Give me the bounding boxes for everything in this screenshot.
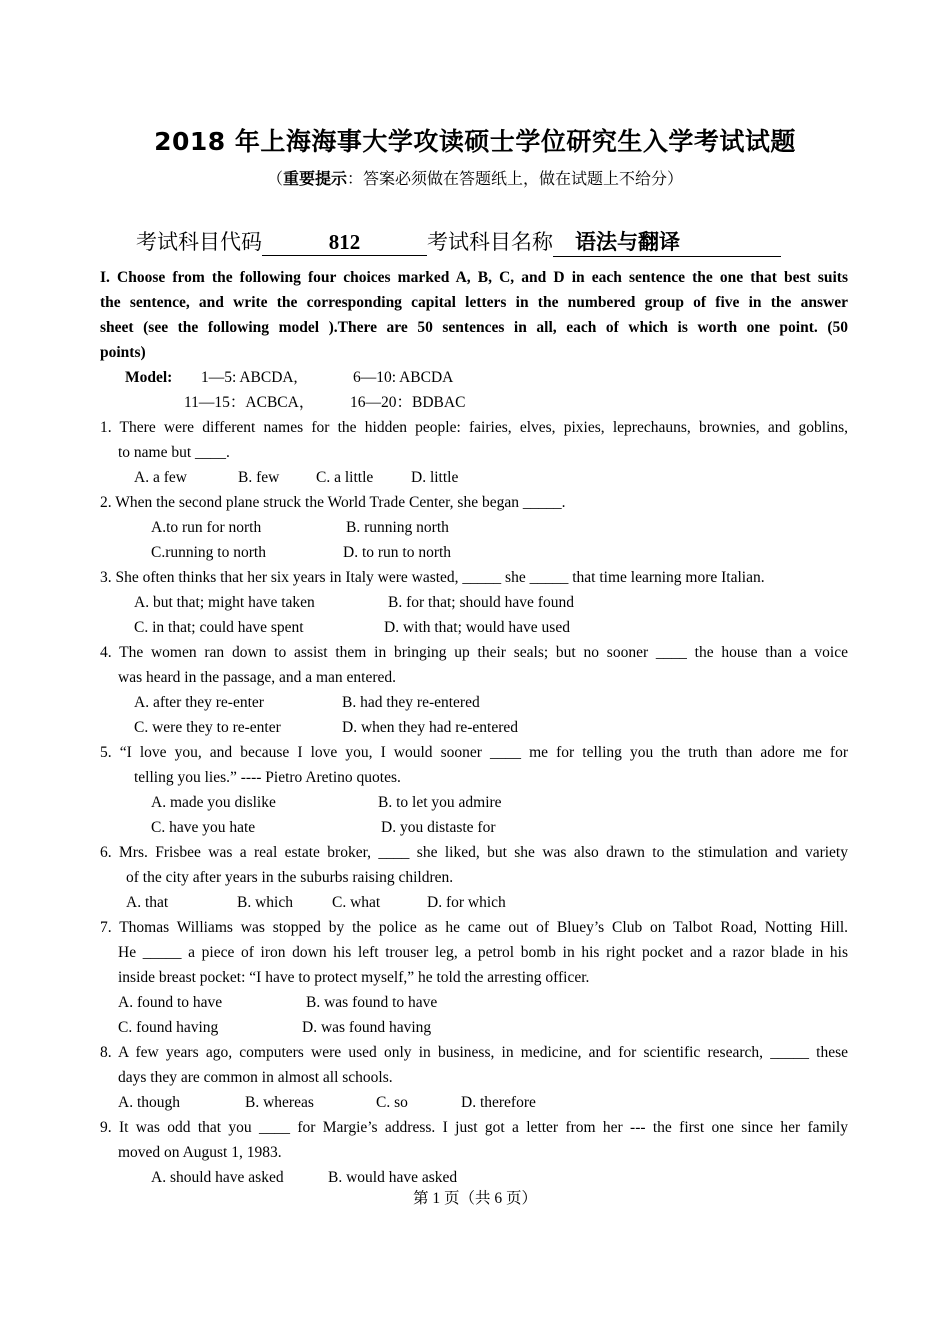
option-b: B. for that; should have found — [388, 594, 574, 611]
option-b: B. would have asked — [328, 1169, 458, 1186]
option-a: A.to run for north — [151, 519, 262, 536]
model-item: 1—5: ABCDA, — [201, 369, 298, 386]
instruction-line: the sentence, and write the corresponding capital letters in the numbered group of five in the answer — [100, 294, 848, 311]
option-c: C. what — [332, 894, 381, 911]
question-text: 9. It was odd that you ____ for Margie’s address. I just got a letter from her --- the first one since her family — [100, 1119, 848, 1136]
question-text: 2. When the second plane struck the World Trade Center, she began _____. — [100, 494, 566, 511]
option-d: D. therefore — [461, 1094, 536, 1111]
option-b: B. was found to have — [306, 994, 438, 1011]
question-text: inside breast pocket: “I have to protect myself,” he told the arresting officer. — [118, 969, 590, 986]
option-row — [100, 465, 848, 490]
question-text: 6. Mrs. Frisbee was a real estate broker, ____ she liked, but she was also drawn to the stimulation and variety — [100, 844, 848, 861]
option-b: B. had they re-entered — [342, 694, 480, 711]
exam-content — [100, 265, 848, 1190]
important-notice — [0, 166, 950, 189]
option-d: D. with that; would have used — [384, 619, 570, 636]
option-row — [100, 990, 848, 1015]
option-a: A. made you dislike — [151, 794, 276, 811]
notice-rest: ：答案必须做在答题纸上，做在试题上不给分） — [347, 169, 684, 188]
option-a: A. should have asked — [151, 1169, 284, 1186]
model-item: 16—20：BDBAC — [350, 394, 466, 411]
question-text: 8. A few years ago, computers were used only in business, in medicine, and for scientific research, _____ these — [100, 1044, 848, 1061]
option-a: A. though — [118, 1094, 180, 1111]
instruction-line: I. Choose from the following four choices marked A, B, C, and D in each sentence the one that best suits — [100, 269, 848, 286]
option-a: A. found to have — [118, 994, 223, 1011]
option-b: B. to let you admire — [378, 794, 502, 811]
notice-open: （ — [266, 169, 283, 188]
option-row — [100, 615, 848, 640]
option-c: C. a little — [316, 469, 374, 486]
option-a: A. but that; might have taken — [134, 594, 315, 611]
option-d: D. was found having — [302, 1019, 432, 1036]
model-label: Model: — [125, 369, 173, 386]
option-row — [100, 1015, 848, 1040]
option-c: C.running to north — [151, 544, 266, 561]
question-text: of the city after years in the suburbs raising children. — [126, 869, 454, 886]
question-text: was heard in the passage, and a man entered. — [118, 669, 397, 686]
option-row — [100, 815, 848, 840]
option-b: B. which — [237, 894, 293, 911]
option-b: B. whereas — [245, 1094, 314, 1111]
subject-name: 语法与翻译 — [553, 226, 781, 257]
option-row — [100, 690, 848, 715]
subject-line — [136, 226, 781, 257]
question-text: 7. Thomas Williams was stopped by the police as he came out of Bluey’s Club on Talbot Road, Notting Hill. — [100, 919, 848, 936]
option-row — [100, 1090, 848, 1115]
notice-bold: 重要提示 — [282, 169, 347, 188]
option-row — [100, 590, 848, 615]
exam-title: 2018 年上海海事大学攻读硕士学位研究生入学考试试题 — [154, 127, 796, 156]
option-row — [100, 515, 848, 540]
question-text: 5. “I love you, and because I love you, I would sooner ____ me for telling you the truth than adore me for — [100, 744, 848, 761]
model-item: 6—10: ABCDA — [353, 369, 454, 386]
option-d: D. for which — [427, 894, 506, 911]
model-item: 11—15：ACBCA， — [184, 394, 315, 411]
instruction-line: sheet (see the following model ).There are 50 sentences in all, each of which is worth one point. (50 — [100, 319, 848, 336]
question-text: He _____ a piece of iron down his left trouser leg, a petrol bomb in his right pocket and a razor blade in his — [118, 944, 848, 961]
option-c: C. were they to re-enter — [134, 719, 281, 736]
option-d: D. when they had re-entered — [342, 719, 519, 736]
option-a: A. after they re-enter — [134, 694, 264, 711]
option-row — [100, 540, 848, 565]
question-text: telling you lies.” ---- Pietro Aretino quotes. — [134, 769, 401, 786]
question-text: moved on August 1, 1983. — [118, 1144, 282, 1161]
question-text: to name but ____. — [118, 444, 230, 461]
option-c: C. found having — [118, 1019, 219, 1036]
option-c: C. in that; could have spent — [134, 619, 304, 636]
model-row — [100, 390, 848, 415]
option-d: D. little — [411, 469, 459, 486]
option-row — [100, 790, 848, 815]
option-a: A. that — [126, 894, 169, 911]
option-row — [100, 890, 848, 915]
option-b: B. running north — [346, 519, 449, 536]
subject-code-label: 考试科目代码 — [136, 230, 262, 254]
question-text: days they are common in almost all schools. — [118, 1069, 393, 1086]
option-c: C. so — [376, 1094, 408, 1111]
question-text: 1. There were different names for the hidden people: fairies, elves, pixies, leprechauns, brownies, and goblins, — [100, 419, 848, 436]
option-row — [100, 715, 848, 740]
option-c: C. have you hate — [151, 819, 256, 836]
question-text: 4. The women ran down to assist them in bringing up their seals; but no sooner ____ the house than a voice — [100, 644, 848, 661]
model-row — [100, 365, 848, 390]
option-a: A. a few — [134, 469, 187, 486]
question-text: 3. She often thinks that her six years in Italy were wasted, _____ she _____ that time learning more Italian. — [100, 569, 765, 586]
instruction-line: points) — [100, 344, 146, 361]
option-d: D. you distaste for — [381, 819, 496, 836]
subject-name-label: 考试科目名称 — [427, 230, 553, 254]
subject-code: 812 — [262, 230, 427, 256]
page-number: 第 1 页（共 6 页） — [412, 1190, 537, 1207]
option-b: B. few — [238, 469, 280, 486]
option-d: D. to run to north — [343, 544, 452, 561]
